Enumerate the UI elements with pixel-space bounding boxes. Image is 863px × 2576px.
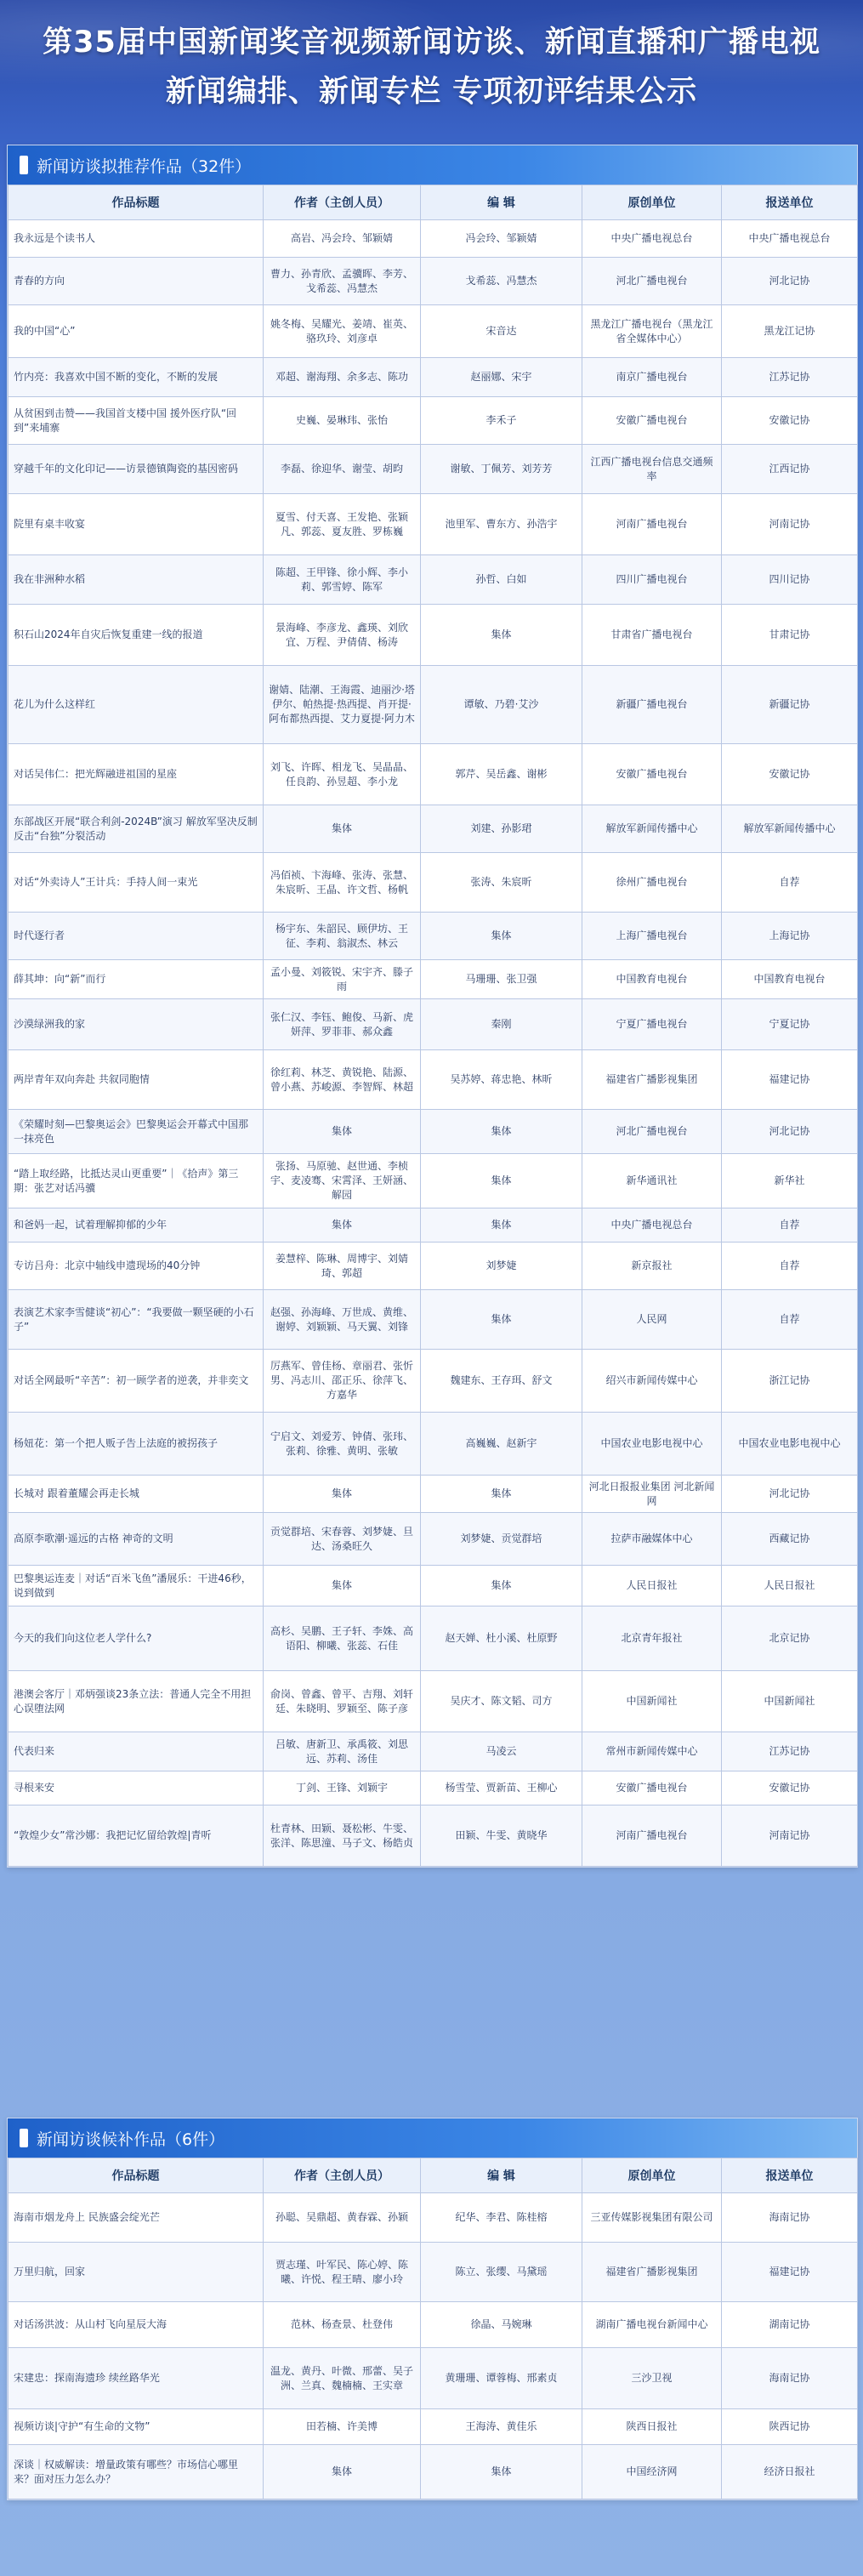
cell-sender: 河南记协 [722, 494, 858, 555]
cell-editors: 魏建东、王存珥、舒文 [421, 1350, 582, 1413]
cell-origin: 河南广播电视台 [582, 494, 722, 555]
cell-sender: 海南记协 [722, 2348, 858, 2409]
cell-sender: 河北记协 [722, 1476, 858, 1513]
cell-origin: 甘肃省广播电视台 [582, 605, 722, 666]
cell-authors: 谢婧、陆潮、王海霞、迪丽沙·塔伊尔、帕热提·热西提、肖开提·阿布都热西提、艾力夏提·阿力木 [264, 666, 421, 744]
cell-sender: 湖南记协 [722, 2302, 858, 2348]
table-row [9, 305, 858, 358]
table-row [9, 1771, 858, 1805]
cell-title: 杨妞花：第一个把人贩子告上法庭的被拐孩子 [9, 1413, 264, 1476]
col-header-authors: 作者（主创人员） [264, 185, 421, 220]
cell-origin: 安徽广播电视台 [582, 397, 722, 445]
cell-origin: 四川广播电视台 [582, 555, 722, 605]
cell-sender: 福建记协 [722, 1050, 858, 1110]
cell-editors: 集体 [421, 1110, 582, 1154]
cell-authors: 冯佰祯、卞海峰、张涛、张慧、朱宸昕、王晶、许文哲、杨帆 [264, 853, 421, 913]
cell-authors: 集体 [264, 1208, 421, 1243]
cell-title: “踏上取经路，比抵达灵山更重要”｜《拾声》第三期：张艺对话冯骥 [9, 1154, 264, 1208]
cell-sender: 黑龙江记协 [722, 305, 858, 358]
cell-authors: 温龙、黄丹、叶微、邢蕾、吴子洲、兰真、魏楠楠、王实章 [264, 2348, 421, 2409]
cell-sender: 河北记协 [722, 258, 858, 305]
cell-editors: 池里军、曹东方、孙浩宇 [421, 494, 582, 555]
table-row [9, 1110, 858, 1154]
cell-title: 对话吴伟仁：把光辉融进祖国的星座 [9, 744, 264, 805]
col-header-sender: 报送单位 [722, 2158, 858, 2193]
table-header-row [9, 185, 858, 220]
cell-editors: 吴苏婷、蒋忠艳、林昕 [421, 1050, 582, 1110]
cell-origin: 常州市新闻传媒中心 [582, 1732, 722, 1771]
cell-authors: 田若楠、许美博 [264, 2409, 421, 2445]
cell-title: 高原李歌潮·遥远的古格 神奇的文明 [9, 1513, 264, 1566]
cell-sender: 河南记协 [722, 1805, 858, 1867]
cell-authors: 贾志瑾、叶军民、陈心婷、陈曦、许悦、程王晴、廖小玲 [264, 2243, 421, 2302]
table-row [9, 1805, 858, 1867]
table-row [9, 1413, 858, 1476]
cell-editors: 集体 [421, 605, 582, 666]
table-row [9, 999, 858, 1050]
cell-editors: 张涛、朱宸昕 [421, 853, 582, 913]
table-row [9, 445, 858, 494]
cell-authors: 吕敏、唐新卫、承禹筱、刘思远、苏莉、汤佳 [264, 1732, 421, 1771]
section-header [8, 2118, 857, 2158]
table-row [9, 397, 858, 445]
cell-sender: 解放军新闻传播中心 [722, 805, 858, 853]
cell-editors: 集体 [421, 1208, 582, 1243]
table-row [9, 258, 858, 305]
page-title-line1: 第35届中国新闻奖音视频新闻访谈、新闻直播和广播电视 [43, 26, 820, 60]
cell-sender: 河北记协 [722, 1110, 858, 1154]
cell-editors: 郭芹、吴岳鑫、谢彬 [421, 744, 582, 805]
cell-sender: 中央广播电视总台 [722, 220, 858, 258]
table-row [9, 1566, 858, 1606]
cell-editors: 陈立、张缨、马黛瑶 [421, 2243, 582, 2302]
cell-editors: 高巍巍、赵新宇 [421, 1413, 582, 1476]
cell-origin: 河北广播电视台 [582, 258, 722, 305]
table-row [9, 1476, 858, 1513]
cell-sender: 安徽记协 [722, 397, 858, 445]
cell-editors: 秦刚 [421, 999, 582, 1050]
cell-title: 海南市烟龙舟上 民族盛会绽光芒 [9, 2193, 264, 2243]
cell-authors: 姚冬梅、吴耀光、姜靖、崔英、骆玖玲、刘彦卓 [264, 305, 421, 358]
table-row [9, 1050, 858, 1110]
cell-origin: 拉萨市融媒体中心 [582, 1513, 722, 1566]
table-body [9, 2193, 858, 2499]
cell-editors: 黄珊珊、谭蓉梅、邢素贞 [421, 2348, 582, 2409]
cell-title: 从贫困到击赞——我国首支楼中国 援外医疗队“回到”来埔寨 [9, 397, 264, 445]
col-header-title: 作品标题 [9, 185, 264, 220]
cell-editors: 刘梦婕、贡觉群培 [421, 1513, 582, 1566]
table-row [9, 913, 858, 960]
cell-sender: 安徽记协 [722, 1771, 858, 1805]
table-row [9, 1671, 858, 1732]
cell-authors: 陈超、王甲锋、徐小辉、李小莉、郭雪婷、陈军 [264, 555, 421, 605]
cell-authors: 张仁汉、李钰、鲍俊、马新、虎妍萍、罗菲菲、郝众鑫 [264, 999, 421, 1050]
cell-editors: 孙哲、白如 [421, 555, 582, 605]
cell-origin: 安徽广播电视台 [582, 744, 722, 805]
cell-authors: 集体 [264, 1476, 421, 1513]
cell-sender: 自荐 [722, 853, 858, 913]
cell-origin: 河北日报报业集团 河北新闻网 [582, 1476, 722, 1513]
cell-origin: 宁夏广播电视台 [582, 999, 722, 1050]
cell-sender: 上海记协 [722, 913, 858, 960]
table-row [9, 960, 858, 999]
col-header-title: 作品标题 [9, 2158, 264, 2193]
cell-origin: 中央广播电视总台 [582, 220, 722, 258]
cell-authors: 杨宇东、朱韶民、顾伊坊、王征、李莉、翁淑杰、林云 [264, 913, 421, 960]
cell-authors: 集体 [264, 805, 421, 853]
table-row [9, 2243, 858, 2302]
cell-title: 花儿为什么这样红 [9, 666, 264, 744]
cell-authors: 姜慧梓、陈琳、周博宇、刘婧琦、郭超 [264, 1243, 421, 1290]
cell-origin: 解放军新闻传播中心 [582, 805, 722, 853]
cell-origin: 安徽广播电视台 [582, 1771, 722, 1805]
cell-editors: 冯会玲、邹颖婧 [421, 220, 582, 258]
table-row [9, 358, 858, 397]
cell-title: 沙漠绿洲我的家 [9, 999, 264, 1050]
cell-authors: 集体 [264, 1566, 421, 1606]
cell-editors: 王海涛、黄佳乐 [421, 2409, 582, 2445]
cell-title: 长城对 跟着董耀会再走长城 [9, 1476, 264, 1513]
cell-editors: 集体 [421, 1566, 582, 1606]
cell-origin: 福建省广播影视集团 [582, 1050, 722, 1110]
table-row [9, 220, 858, 258]
cell-title: 和爸妈一起，试着理解抑郁的少年 [9, 1208, 264, 1243]
cell-authors: 高岩、冯会玲、邹颖婧 [264, 220, 421, 258]
cell-origin: 江西广播电视台信息交通频率 [582, 445, 722, 494]
table-row [9, 805, 858, 853]
cell-title: 港澳会客厅｜邓炳强谈23条立法：普通人完全不用担心误堕法网 [9, 1671, 264, 1732]
results-table [8, 2158, 858, 2499]
cell-sender: 甘肃记协 [722, 605, 858, 666]
cell-origin: 河北广播电视台 [582, 1110, 722, 1154]
cell-origin: 徐州广播电视台 [582, 853, 722, 913]
table-row [9, 1606, 858, 1671]
section-title: 新闻访谈拟推荐作品（32件） [37, 156, 252, 176]
cell-title: 代表归来 [9, 1732, 264, 1771]
cell-editors: 刘梦婕 [421, 1243, 582, 1290]
cell-sender: 西藏记协 [722, 1513, 858, 1566]
cell-authors: 丁剑、王锋、刘颖宇 [264, 1771, 421, 1805]
cell-authors: 赵强、孙海峰、万世成、黄维、谢婷、刘颖颖、马天翼、刘锋 [264, 1290, 421, 1350]
cell-editors: 田颖、牛雯、黄晓华 [421, 1805, 582, 1867]
cell-origin: 三亚传媒影视集团有限公司 [582, 2193, 722, 2243]
cell-authors: 集体 [264, 2445, 421, 2499]
cell-editors: 宋音达 [421, 305, 582, 358]
table-row [9, 605, 858, 666]
cell-authors: 景海峰、李彦龙、鑫瑛、刘欣宜、万程、尹倩倩、杨涛 [264, 605, 421, 666]
cell-sender: 人民日报社 [722, 1566, 858, 1606]
table-row [9, 744, 858, 805]
cell-origin: 中国农业电影电视中心 [582, 1413, 722, 1476]
cell-authors: 杜青林、田颖、聂松彬、牛雯、张洋、陈思潼、马子文、杨皓贞 [264, 1805, 421, 1867]
cell-sender: 江苏记协 [722, 358, 858, 397]
cell-editors: 刘建、孙影珺 [421, 805, 582, 853]
cell-editors: 集体 [421, 913, 582, 960]
cell-authors: 徐红莉、林芝、黄锐艳、陆源、曾小燕、苏峻源、李智辉、林超 [264, 1050, 421, 1110]
cell-authors: 张扬、马原驰、赵世通、李桢宇、麦凌骞、宋霄泽、王妍涵、解园 [264, 1154, 421, 1208]
cell-origin: 三沙卫视 [582, 2348, 722, 2409]
table-row [9, 1243, 858, 1290]
cell-sender: 宁夏记协 [722, 999, 858, 1050]
cell-editors: 赵丽娜、宋宇 [421, 358, 582, 397]
cell-title: 宋建忠：探南海遗珍 续丝路华光 [9, 2348, 264, 2409]
cell-authors: 厉燕军、曾佳杨、章丽君、张忻男、冯志川、邵正乐、徐萍飞、方嘉华 [264, 1350, 421, 1413]
cell-title: 我的中国“心” [9, 305, 264, 358]
cell-origin: 南京广播电视台 [582, 358, 722, 397]
cell-sender: 北京记协 [722, 1606, 858, 1671]
cell-editors: 杨雪莹、贾新苗、王柳心 [421, 1771, 582, 1805]
cell-origin: 北京青年报社 [582, 1606, 722, 1671]
cell-title: 穿越千年的文化印记——访景德镇陶瓷的基因密码 [9, 445, 264, 494]
cell-title: “敦煌少女”常沙娜：我把记忆留给敦煌|青听 [9, 1805, 264, 1867]
cell-authors: 孙聪、吴鼎超、黄春霖、孙颖 [264, 2193, 421, 2243]
col-header-sender: 报送单位 [722, 185, 858, 220]
cell-editors: 戈希蕊、冯慧杰 [421, 258, 582, 305]
cell-authors: 集体 [264, 1110, 421, 1154]
cell-title: 青春的方向 [9, 258, 264, 305]
cell-authors: 孟小曼、刘筱锐、宋宇齐、滕子雨 [264, 960, 421, 999]
cell-authors: 夏雪、付天喜、王发艳、张颖凡、郭蕊、夏友胜、罗栋巍 [264, 494, 421, 555]
page-header [0, 0, 863, 145]
cell-origin: 人民网 [582, 1290, 722, 1350]
cell-origin: 河南广播电视台 [582, 1805, 722, 1867]
cell-origin: 绍兴市新闻传媒中心 [582, 1350, 722, 1413]
cell-sender: 安徽记协 [722, 744, 858, 805]
cell-sender: 江西记协 [722, 445, 858, 494]
table-row [9, 666, 858, 744]
cell-origin: 湖南广播电视台新闻中心 [582, 2302, 722, 2348]
table-row [9, 2193, 858, 2243]
table-body [9, 220, 858, 1867]
cell-authors: 刘飞、许晖、相龙飞、吴晶晶、任良韵、孙昱超、李小龙 [264, 744, 421, 805]
cell-title: 竹内亮：我喜欢中国不断的变化，不断的发展 [9, 358, 264, 397]
table-header-row [9, 2158, 858, 2193]
table-row [9, 1513, 858, 1566]
cell-title: 专访吕舟：北京中轴线申遗现场的40分钟 [9, 1243, 264, 1290]
cell-sender: 自荐 [722, 1243, 858, 1290]
cell-title: 巴黎奥运连麦｜对话“百米飞鱼”潘展乐：干进46秒，说到做到 [9, 1566, 264, 1606]
cell-origin: 中国经济网 [582, 2445, 722, 2499]
cell-sender: 中国新闻社 [722, 1671, 858, 1732]
cell-title: 万里归航，回家 [9, 2243, 264, 2302]
cell-editors: 集体 [421, 1154, 582, 1208]
cell-title: 薛其坤：向“新”而行 [9, 960, 264, 999]
cell-sender: 福建记协 [722, 2243, 858, 2302]
table-row [9, 1350, 858, 1413]
cell-editors: 赵天婵、杜小溪、杜原野 [421, 1606, 582, 1671]
cell-editors: 谢敏、丁佩芳、刘芳芳 [421, 445, 582, 494]
cell-title: 寻根来安 [9, 1771, 264, 1805]
cell-origin: 新华通讯社 [582, 1154, 722, 1208]
cell-editors: 李禾子 [421, 397, 582, 445]
table-row [9, 1732, 858, 1771]
table-row [9, 853, 858, 913]
table-row [9, 1208, 858, 1243]
cell-editors: 马珊珊、张卫强 [421, 960, 582, 999]
cell-authors: 宁启文、刘爱芳、钟倩、张玮、张莉、徐雅、黄明、张敏 [264, 1413, 421, 1476]
cell-authors: 李磊、徐迎华、谢莹、胡昀 [264, 445, 421, 494]
cell-title: 时代逐行者 [9, 913, 264, 960]
cell-authors: 范林、杨查景、杜登伟 [264, 2302, 421, 2348]
cell-title: 两岸青年双向奔赴 共叙同胞情 [9, 1050, 264, 1110]
section-header [8, 145, 857, 185]
cell-sender: 海南记协 [722, 2193, 858, 2243]
table-row [9, 1154, 858, 1208]
cell-title: 对话全网最听“辛苦”：初一顾学者的逆袭，并非奕文 [9, 1350, 264, 1413]
cell-authors: 高杉、吴鹏、王子轩、李姝、高语阳、柳曦、张蕊、石佳 [264, 1606, 421, 1671]
cell-authors: 邓超、谢海翔、余多志、陈功 [264, 358, 421, 397]
table-row [9, 2348, 858, 2409]
cell-editors: 纪华、李君、陈桂榕 [421, 2193, 582, 2243]
cell-sender: 浙江记协 [722, 1350, 858, 1413]
cell-editors: 集体 [421, 2445, 582, 2499]
cell-sender: 自荐 [722, 1208, 858, 1243]
section-recommended [7, 145, 858, 1868]
cell-origin: 中国教育电视台 [582, 960, 722, 999]
cell-origin: 福建省广播影视集团 [582, 2243, 722, 2302]
col-header-editors: 编 辑 [421, 2158, 582, 2193]
cell-title: 今天的我们向这位老人学什么? [9, 1606, 264, 1671]
cell-editors: 徐晶、马婉琳 [421, 2302, 582, 2348]
cell-origin: 黑龙江广播电视台（黑龙江省全媒体中心） [582, 305, 722, 358]
page-title-line2: 新闻编排、新闻专栏 专项初评结果公示 [165, 75, 698, 109]
cell-title: 深谈｜权威解读：增量政策有哪些？市场信心哪里来？面对压力怎么办？ [9, 2445, 264, 2499]
col-header-authors: 作者（主创人员） [264, 2158, 421, 2193]
cell-title: 对话汤洪波：从山村飞向星辰大海 [9, 2302, 264, 2348]
cell-authors: 俞岗、曾鑫、曾平、吉翔、刘轩廷、朱晓明、罗颖至、陈子彦 [264, 1671, 421, 1732]
cell-sender: 陕西记协 [722, 2409, 858, 2445]
cell-sender: 新华社 [722, 1154, 858, 1208]
col-header-origin: 原创单位 [582, 2158, 722, 2193]
cell-title: 我永远是个读书人 [9, 220, 264, 258]
cell-sender: 新疆记协 [722, 666, 858, 744]
table-row [9, 2409, 858, 2445]
section-alternate [7, 2118, 858, 2500]
cell-sender: 中国农业电影电视中心 [722, 1413, 858, 1476]
cell-editors: 集体 [421, 1290, 582, 1350]
table-row [9, 494, 858, 555]
cell-authors: 曹力、孙青欣、孟骥晖、李芳、戈希蕊、冯慧杰 [264, 258, 421, 305]
table-row [9, 2302, 858, 2348]
cell-title: 表演艺术家李雪健谈“初心”：“我要做一颗坚硬的小石子” [9, 1290, 264, 1350]
cell-origin: 新京报社 [582, 1243, 722, 1290]
cell-editors: 谭敏、乃碧·艾沙 [421, 666, 582, 744]
cell-origin: 陕西日报社 [582, 2409, 722, 2445]
section-flag-icon [20, 2129, 28, 2147]
table-row [9, 1290, 858, 1350]
cell-authors: 史巍、晏琳玮、张怡 [264, 397, 421, 445]
table-row [9, 555, 858, 605]
section-title: 新闻访谈候补作品（6件） [37, 2130, 225, 2149]
cell-sender: 自荐 [722, 1290, 858, 1350]
section-flag-icon [20, 156, 28, 174]
cell-editors: 马凌云 [421, 1732, 582, 1771]
cell-title: 东部战区开展“联合利剑-2024B”演习 解放军坚决反制反击“台独”分裂活动 [9, 805, 264, 853]
cell-title: 积石山2024年自灾后恢复重建一线的报道 [9, 605, 264, 666]
table-row [9, 2445, 858, 2499]
cell-origin: 新疆广播电视台 [582, 666, 722, 744]
cell-origin: 中央广播电视总台 [582, 1208, 722, 1243]
col-header-editors: 编 辑 [421, 185, 582, 220]
cell-title: 视频访谈|守护“有生命的文物” [9, 2409, 264, 2445]
cell-sender: 经济日报社 [722, 2445, 858, 2499]
cell-origin: 中国新闻社 [582, 1671, 722, 1732]
cell-title: 《荣耀时刻—巴黎奥运会》巴黎奥运会开幕式中国那一抹亮色 [9, 1110, 264, 1154]
cell-title: 院里有桌丰收宴 [9, 494, 264, 555]
results-table [8, 185, 858, 1867]
cell-editors: 集体 [421, 1476, 582, 1513]
cell-authors: 贡觉群培、宋春蓉、刘梦婕、旦达、汤桑旺久 [264, 1513, 421, 1566]
cell-title: 对话“外卖诗人”王计兵：手持人间一束光 [9, 853, 264, 913]
cell-editors: 吴庆才、陈文韬、司方 [421, 1671, 582, 1732]
cell-sender: 江苏记协 [722, 1732, 858, 1771]
col-header-origin: 原创单位 [582, 185, 722, 220]
cell-sender: 中国教育电视台 [722, 960, 858, 999]
cell-title: 我在非洲种水稻 [9, 555, 264, 605]
cell-origin: 上海广播电视台 [582, 913, 722, 960]
cell-origin: 人民日报社 [582, 1566, 722, 1606]
cell-sender: 四川记协 [722, 555, 858, 605]
